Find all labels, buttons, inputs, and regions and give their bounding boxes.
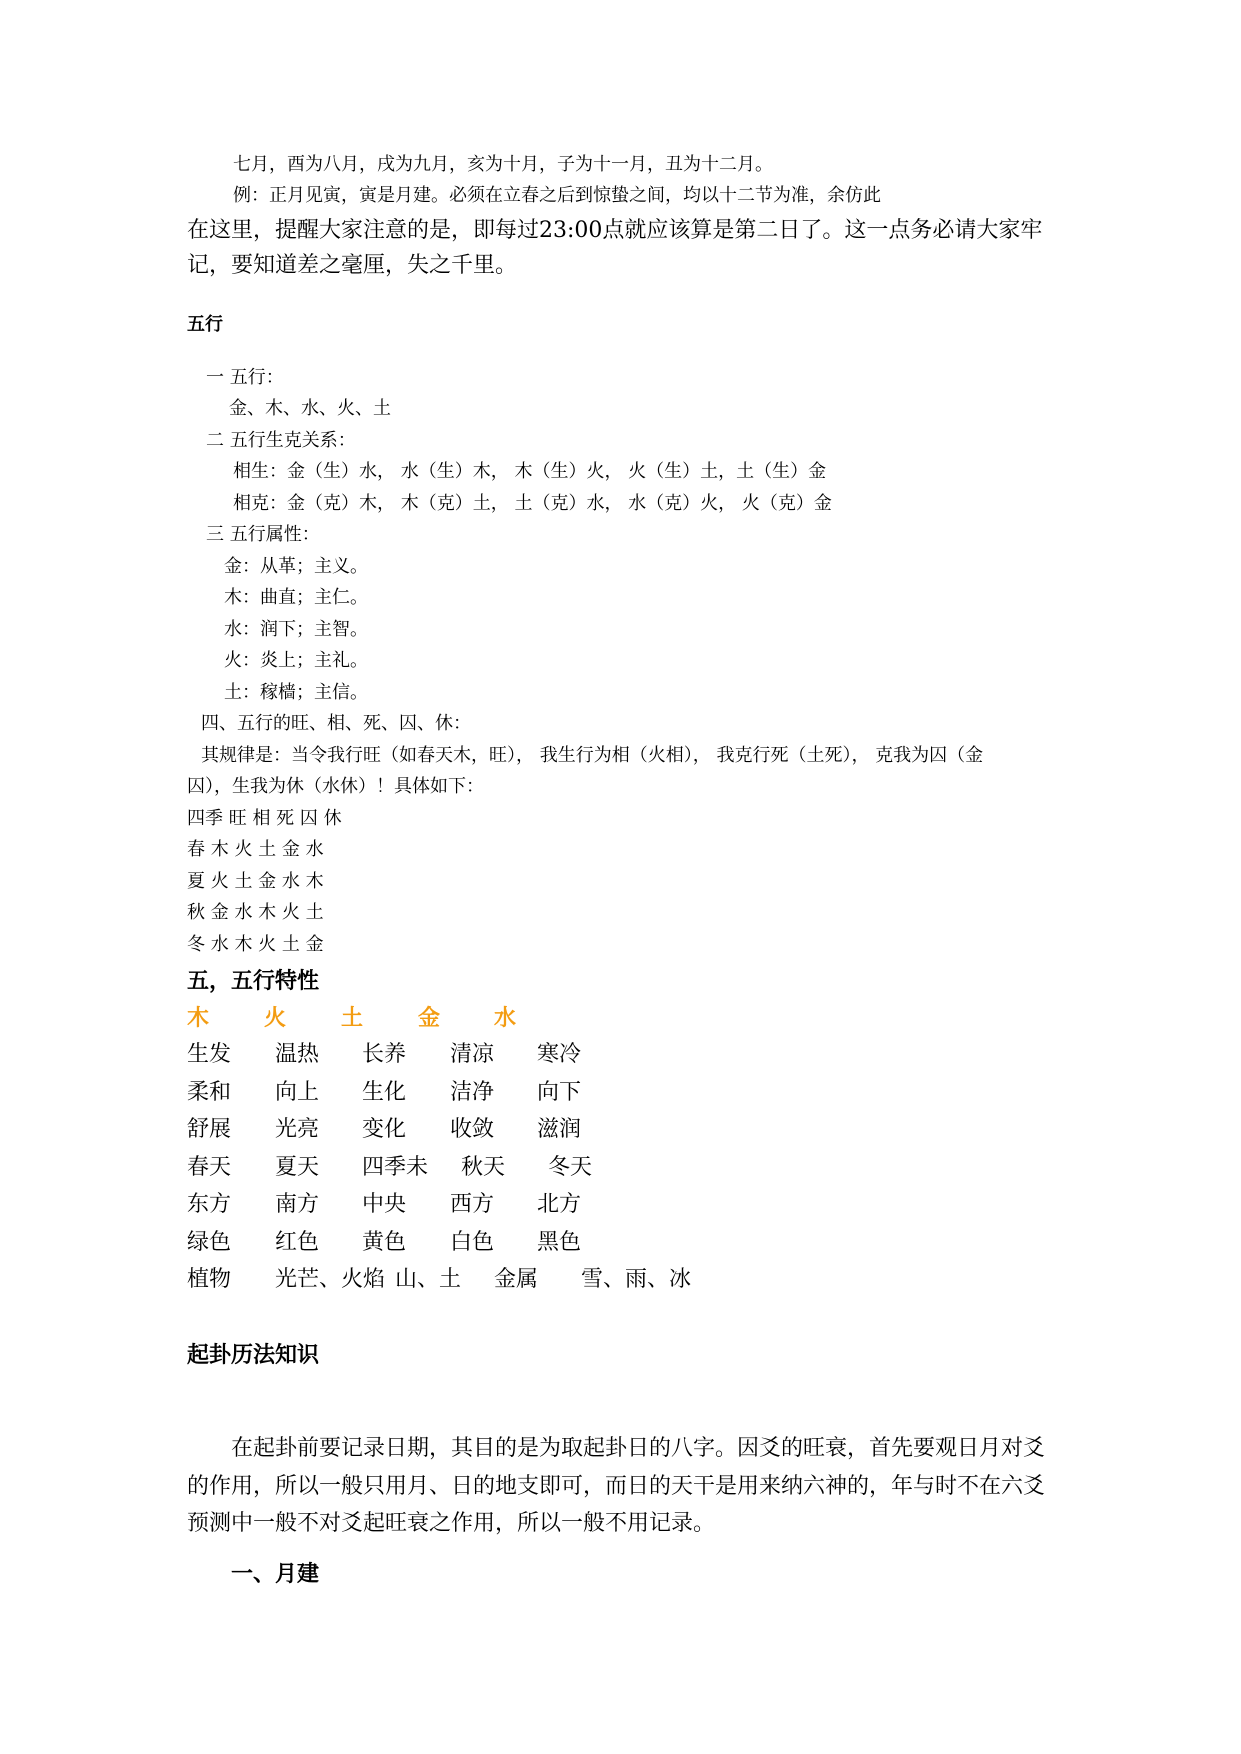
wuxing-section3-title: 三 五行属性：	[206, 524, 320, 545]
wuxing-rule-line1: 其规律是：当令我行旺（如春天木，旺）， 我生行为相（火相）， 我克行死（土死）， 克我为囚（金	[201, 745, 984, 766]
month-example-line: 例：正月见寅，寅是月建。必须在立春之后到惊蛰之间，均以十二节为准，余仿此	[233, 185, 881, 206]
calendar-heading: 起卦历法知识	[187, 1342, 320, 1368]
season-row-summer: 夏 火 土 金 水 木	[187, 871, 324, 892]
traits-cell: 向下	[537, 1080, 582, 1105]
wuxing-section1-title: 一 五行：	[206, 367, 284, 388]
traits-cell: 夏天	[275, 1155, 320, 1180]
traits-cell: 变化	[362, 1117, 407, 1142]
traits-cell: 洁净	[450, 1080, 495, 1105]
season-row-spring: 春 木 火 土 金 水	[187, 839, 324, 860]
wuxing-attribute-mu: 木：曲直；主仁。	[224, 587, 368, 608]
traits-header-jin: 金	[418, 1005, 441, 1031]
traits-cell: 舒展	[187, 1117, 232, 1142]
traits-header-shui: 水	[494, 1005, 517, 1031]
traits-cell: 金属	[494, 1267, 539, 1292]
season-row-winter: 冬 水 木 火 土 金	[187, 934, 324, 955]
traits-cell: 南方	[275, 1192, 320, 1217]
wuxing-section2-title: 二 五行生克关系：	[206, 430, 356, 451]
traits-cell: 柔和	[187, 1080, 232, 1105]
traits-cell: 光亮	[275, 1117, 320, 1142]
calendar-paragraph-line3: 预测中一般不对爻起旺衰之作用，所以一般不用记录。	[187, 1511, 716, 1536]
traits-cell: 光芒、火焰	[275, 1267, 386, 1292]
traits-cell: 西方	[450, 1192, 495, 1217]
traits-cell: 绿色	[187, 1230, 232, 1255]
traits-cell: 冬天	[548, 1155, 593, 1180]
traits-header-tu: 土	[341, 1005, 364, 1031]
wuxing-heading: 五行	[187, 314, 223, 335]
wuxing-ke-line: 相克：金（克）木， 木（克）土， 土（克）水， 水（克）火， 火（克）金	[233, 493, 832, 514]
traits-cell: 向上	[275, 1080, 320, 1105]
wuxing-attribute-huo: 火：炎上；主礼。	[224, 650, 368, 671]
traits-cell: 黑色	[537, 1230, 582, 1255]
traits-cell: 东方	[187, 1192, 232, 1217]
season-table-header: 四季 旺 相 死 囚 休	[187, 808, 342, 829]
traits-cell: 收敛	[450, 1117, 495, 1142]
month-list-line: 七月，酉为八月，戌为九月，亥为十月，子为十一月，丑为十二月。	[233, 154, 773, 175]
traits-cell: 黄色	[362, 1230, 407, 1255]
traits-cell: 山、土	[395, 1267, 462, 1292]
traits-header-huo: 火	[264, 1005, 287, 1031]
wuxing-sheng-line: 相生：金（生）水， 水（生）木， 木（生）火， 火（生）土，土（生）金	[233, 461, 827, 482]
traits-cell: 红色	[275, 1230, 320, 1255]
traits-header-mu: 木	[187, 1005, 210, 1031]
calendar-paragraph-line2: 的作用，所以一般只用月、日的地支即可，而日的天干是用来纳六神的，年与时不在六爻	[187, 1474, 1046, 1499]
wuxing-section4-title: 四、五行的旺、相、死、囚、休：	[201, 713, 471, 734]
traits-cell: 长养	[362, 1042, 407, 1067]
traits-cell: 植物	[187, 1267, 232, 1292]
traits-cell: 北方	[537, 1192, 582, 1217]
traits-cell: 白色	[450, 1230, 495, 1255]
wuxing-attribute-tu: 土：稼樯；主信。	[224, 682, 368, 703]
traits-cell: 滋润	[537, 1117, 582, 1142]
month-building-subheading: 一、月建	[231, 1561, 320, 1587]
wuxing-attribute-jin: 金：从革；主义。	[224, 556, 368, 577]
wuxing-section1-body: 金、木、水、火、土	[229, 398, 391, 419]
wuxing-attribute-shui: 水：润下；主智。	[224, 619, 368, 640]
traits-cell: 春天	[187, 1155, 232, 1180]
traits-cell: 四季未	[362, 1155, 429, 1180]
traits-cell: 温热	[275, 1042, 320, 1067]
reminder-paragraph-line1: 在这里，提醒大家注意的是，即每过23:00点就应该算是第二日了。这一点务必请大家牢	[187, 218, 1043, 243]
reminder-paragraph-line2: 记，要知道差之毫厘，失之千里。	[187, 253, 518, 278]
calendar-paragraph-line1: 在起卦前要记录日期，其目的是为取起卦日的八字。因爻的旺衰，首先要观日月对爻	[231, 1436, 1046, 1461]
traits-cell: 寒冷	[537, 1042, 582, 1067]
traits-cell: 清凉	[450, 1042, 495, 1067]
season-row-autumn: 秋 金 水 木 火 土	[187, 902, 324, 923]
wuxing-rule-line2: 囚），生我为休（水休）！具体如下：	[187, 776, 484, 797]
traits-cell: 中央	[362, 1192, 407, 1217]
traits-heading: 五，五行特性	[187, 968, 320, 994]
traits-cell: 秋天	[461, 1155, 506, 1180]
traits-cell: 雪、雨、冰	[581, 1267, 692, 1292]
traits-cell: 生化	[362, 1080, 407, 1105]
traits-cell: 生发	[187, 1042, 232, 1067]
